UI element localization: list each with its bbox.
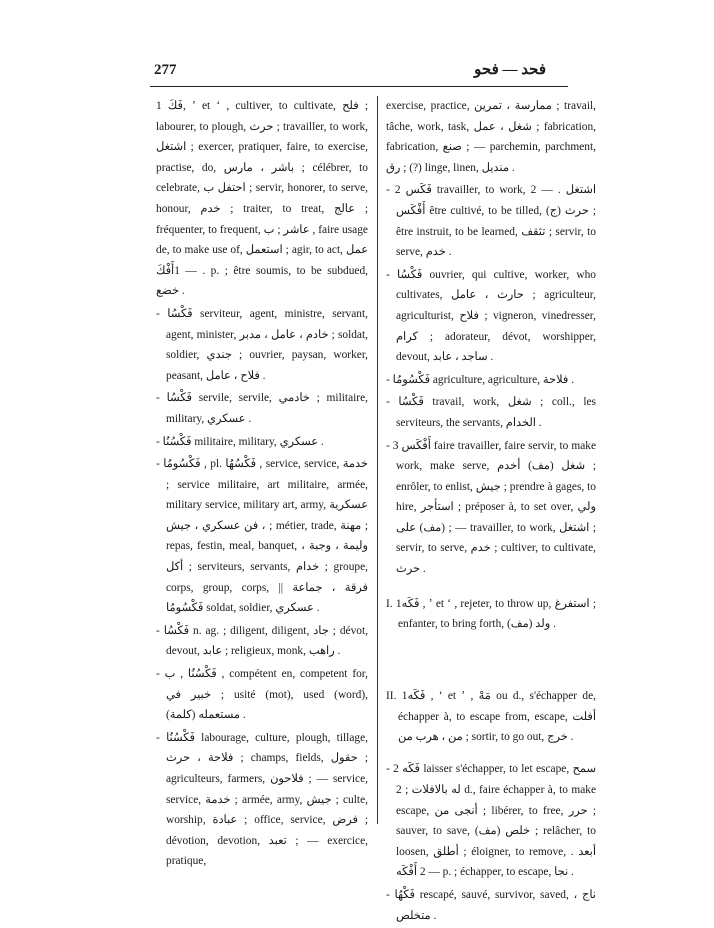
- entry-military: - فَكْسُنُا militaire, military, عسكري .: [156, 435, 324, 448]
- entry-work: - 2 فَكَس travailler, to work, اشتغل . — 2 أَفْكَس être cultivé, to be tilled, حرث (ج) ; être instruit, to be learned, تثقف ; servir, to serve, خدم .: [386, 184, 597, 259]
- entry-travail: - فَكْسُا travail, work, شغل ; coll., les serviteurs, the servants, الخدام .: [386, 396, 596, 429]
- sense-one: I. 1فَكَه , ʼ et ʻ , rejeter, to throw up, استفرغ ; enfanter, to bring forth, ولد (مف) .: [386, 597, 596, 631]
- header-rule: [150, 86, 568, 87]
- entry-cultivate: 1 فَكَ, ʼ et ʻ , cultiver, to cultivate, فلح ; labourer, to plough, حرث ; travailler, to work, اشتغل ; exercer, pratiquer, faire, to exercise, practise, do, باشر ، مارس ; célébrer, to celebrate, احتفل ب ; servir, honorer, to serve, honour, خدم ; traiter, to treat, عالج ; fréquenter, to frequent, عاشر ; ب , faire usage de, to make use of, استعمل ; agir, to act, عمل . — 1أَفْكَ p. ; être soumis, to be subdued, خضع .: [156, 100, 369, 298]
- entry-servant: - فَكْسُا serviteur, agent, ministre, servant, agent, minister, خادم ، عامل ، مدبر ; soldat, soldier, جندي ; ouvrier, paysan, worker, peasant, فلاح ، عامل .: [156, 307, 369, 382]
- entry-labour: - فَكْسُنُا labourage, culture, plough, tillage, فلاحة ، حرث ; champs, fields, حقول ; agriculteurs, farmers, فلاحون ; — service, service, خدمة ; armée, army, جيش ; culte, worship, عبادة ; office, service, فرض ; dévotion, devotion, تعبد ; — exercice, pratique,: [156, 731, 369, 868]
- entry-worker: - فَكْسُا ouvrier, qui cultive, worker, who cultivates, حارث ، عامل ; agriculteur, agriculturist, فلاح ; vigneron, vinedresser, كرام ; adorateur, dévot, worshipper, devout, ساجد ، عابد .: [386, 268, 596, 364]
- right-column: [386, 96, 596, 928]
- entry-servile: - فَكْسُا servile, servile, خادمي ; militaire, military, عسكري .: [156, 392, 368, 425]
- entry-let-escape: - 2 فَكَه laisser s'échapper, to let escape, سمح له بالافلات ; 2 d., faire échapper à, to make escape, أنجى من ; libérer, to free, حرر ; sauver, to save, خلص (مف) ; relâcher, to loosen, أطلق ; éloigner, to remove, أبعد . — 2 أَفْكَه p. ; échapper, to escape, نجا .: [386, 763, 597, 879]
- entry-agent-noun: - فَكْسُا n. ag. ; diligent, diligent, جاد ; dévot, devout, عابد ; religieux, monk, راهب .: [156, 624, 368, 658]
- running-head: فحد — فحو: [474, 62, 546, 78]
- entry-service: - فَكْسُومُا , pl. فَكْسُهُا , service, service, خدمة ; service militaire, art militaire, armée, military service, military art, army, عسكرية ، فن عسكري ، جيش ; métier, trade, مهنة ; repas, festin, meal, banquet, وليمة ، وجبة ، أكل ; serviteurs, servants, خدام ; groupe, corps, group, corps, فرقة ، جماعة || فَكْسُومُا soldat, soldier, عسكري .: [156, 458, 368, 615]
- entry-competent: - فَكْسُنُا , ب , compétent en, competent for, خبير في ; usité (mot), used (word), مستعمله (كلمة) .: [156, 668, 368, 722]
- column-divider: [377, 96, 378, 824]
- page-number: 277: [154, 62, 177, 78]
- sense-spacer: [386, 646, 596, 672]
- entry-rescued: - فَكْهُا rescapé, sauvé, survivor, saved, ناج ، متخلص .: [386, 888, 596, 922]
- entry-agriculture: - فَكْسُومُا agriculture, agriculture, فلاحة .: [386, 373, 575, 386]
- entry-continuation: exercise, practice, ممارسة ، تمرين ; travail, tâche, work, task, شغل ، عمل ; fabrication, fabrication, صنع ; — parchemin, parchment, رق ; (?) linge, linen, منديل .: [386, 100, 597, 174]
- entry-make-work: - 3 أَفْكَس faire travailler, faire servir, to make work, make serve, شغل (مف) أخدم ; enrôler, to enlist, جيش ; prendre à gages, to hire, استأجر ; préposer à, to set over, ولي (مف) على ; — travailler, to work, اشتغل ; servir, to serve, خدم ; cultiver, to cultivate, حرث .: [386, 439, 597, 576]
- sense-two: II. 1فَكَه , ʻ et ʼ , مَهْ ou d., s'échapper de, échapper à, to escape from, escape, أفلت من ، هرب من ; sortir, to go out, خرج .: [386, 690, 597, 744]
- left-column: [156, 96, 368, 874]
